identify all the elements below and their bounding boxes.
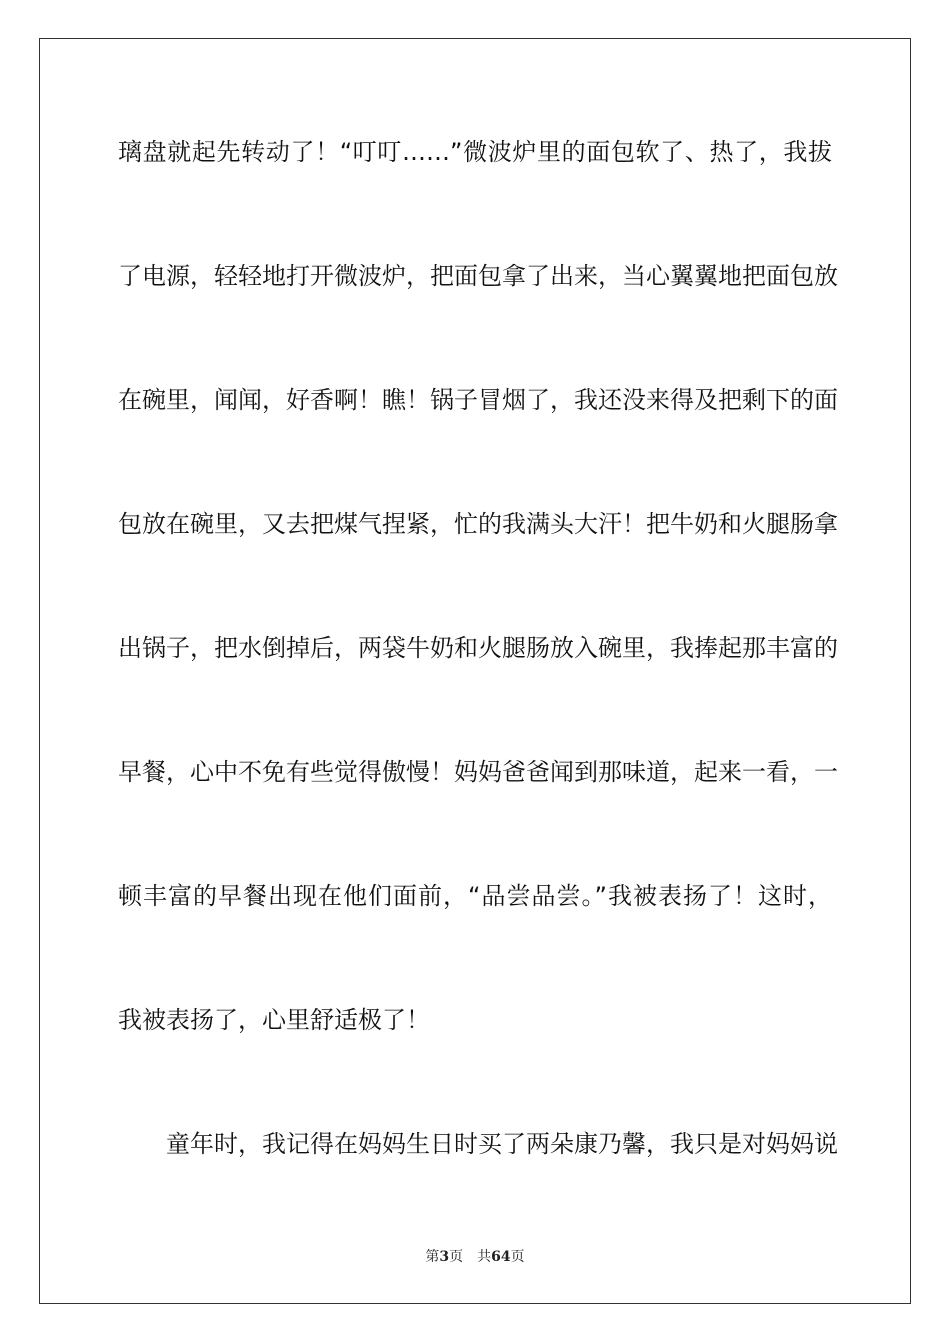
total-pages: 64 bbox=[491, 1249, 511, 1265]
total-prefix: 共 bbox=[477, 1249, 492, 1265]
text-line: 出锅子，把水倒掉后，两袋牛奶和火腿肠放入碗里，我捧起那丰富的 bbox=[118, 634, 838, 662]
page-border bbox=[39, 38, 911, 1304]
text-line: 早餐，心中不免有些觉得傲慢！妈妈爸爸闻到那味道，起来一看，一 bbox=[118, 758, 838, 786]
page-prefix: 第 bbox=[425, 1249, 440, 1265]
total-suffix: 页 bbox=[510, 1249, 525, 1265]
page-footer bbox=[0, 1246, 950, 1266]
text-line: 包放在碗里，又去把煤气捏紧，忙的我满头大汗！把牛奶和火腿肠拿 bbox=[118, 510, 838, 538]
text-line: 璃盘就起先转动了！“叮叮……”微波炉里的面包软了、热了，我拔 bbox=[118, 138, 832, 166]
page-suffix: 页 bbox=[449, 1249, 464, 1265]
text-line: 顿丰富的早餐出现在他们面前，“品尝品尝。”我被表扬了！这时， bbox=[118, 882, 832, 910]
text-line: 在碗里，闻闻，好香啊！瞧！锅子冒烟了，我还没来得及把剩下的面 bbox=[118, 386, 838, 414]
text-line: 了电源，轻轻地打开微波炉，把面包拿了出来，当心翼翼地把面包放 bbox=[118, 262, 838, 290]
paragraph-first-line: 童年时，我记得在妈妈生日时买了两朵康乃馨，我只是对妈妈说 bbox=[166, 1130, 838, 1158]
page-number: 3 bbox=[439, 1249, 450, 1265]
text-line: 我被表扬了，心里舒适极了！ bbox=[118, 1006, 430, 1034]
